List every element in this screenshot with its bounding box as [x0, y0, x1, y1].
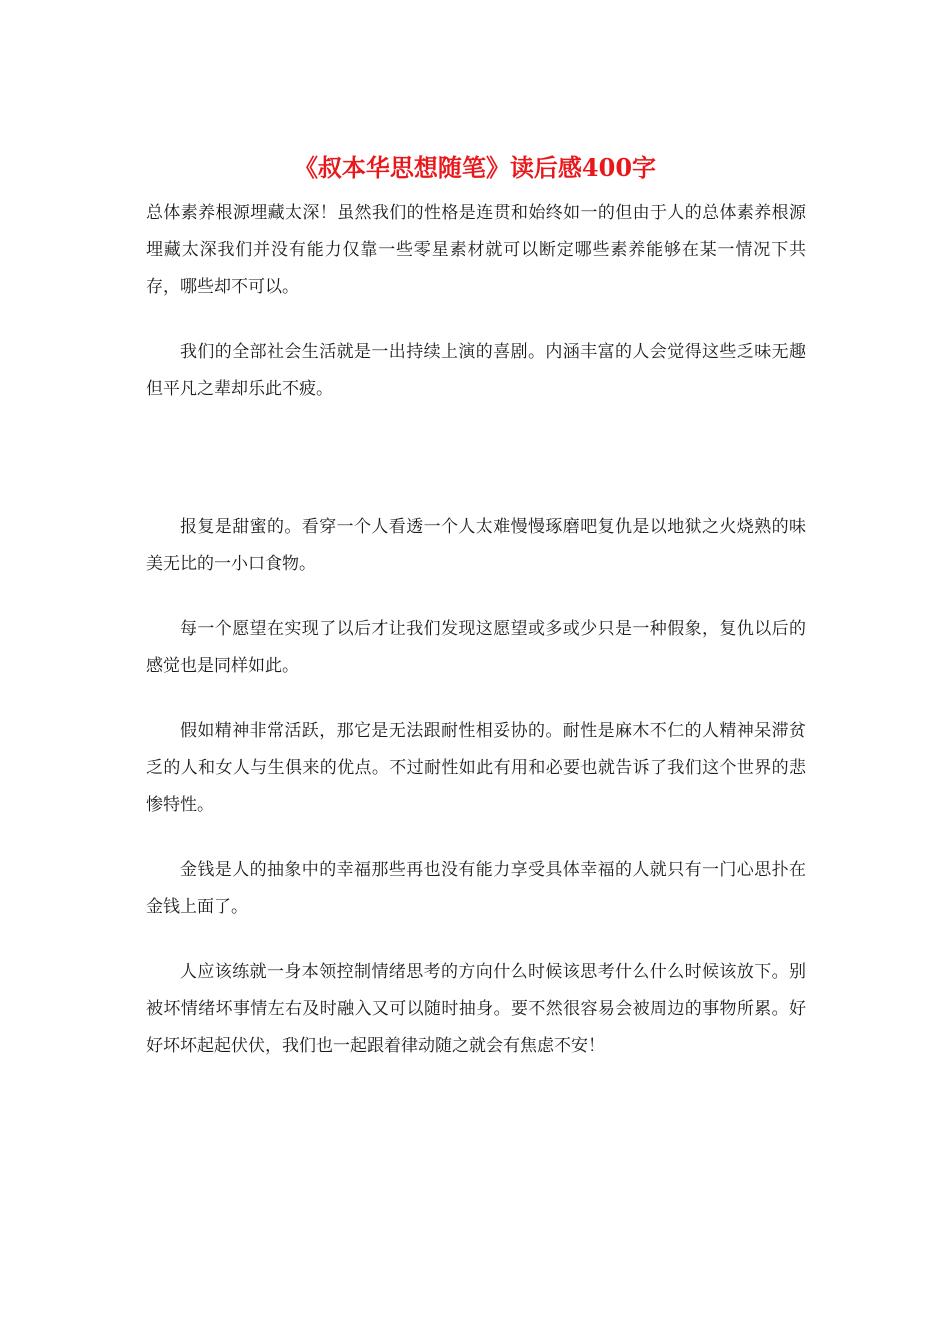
- paragraph: 报复是甜蜜的。看穿一个人看透一个人太难慢慢琢磨吧复仇是以地狱之火烧熟的味美无比的一小口食物。: [146, 517, 806, 574]
- paragraph: 每一个愿望在实现了以后才让我们发现这愿望或多或少只是一种假象，复仇以后的感觉也是同样如此。: [146, 619, 806, 676]
- document-body: [146, 195, 806, 1065]
- paragraph: 假如精神非常活跃，那它是无法跟耐性相妥协的。耐性是麻木不仁的人精神呆滞贫乏的人和女人与生俱来的优点。不过耐性如此有用和必要也就告诉了我们这个世界的悲惨特性。: [146, 721, 806, 815]
- paragraph: 金钱是人的抽象中的幸福那些再也没有能力享受具体幸福的人就只有一门心思扑在金钱上面了。: [146, 860, 806, 917]
- paragraph: 我们的全部社会生活就是一出持续上演的喜剧。内涵丰富的人会觉得这些乏味无趣但平凡之辈却乐此不疲。: [146, 342, 806, 399]
- paragraph: 总体素养根源埋藏太深！虽然我们的性格是连贯和始终如一的但由于人的总体素养根源埋藏太深我们并没有能力仅靠一些零星素材就可以断定哪些素养能够在某一情况下共存，哪些却不可以。: [146, 203, 806, 297]
- paragraph: 人应该练就一身本领控制情绪思考的方向什么时候该思考什么什么时候该放下。别被坏情绪坏事情左右及时融入又可以随时抽身。要不然很容易会被周边的事物所累。好好坏坏起起伏伏，我们也一起跟着律动随之就会有焦虑不安！: [146, 962, 806, 1056]
- document-title: 《叔本华思想随笔》读后感400字: [293, 153, 657, 182]
